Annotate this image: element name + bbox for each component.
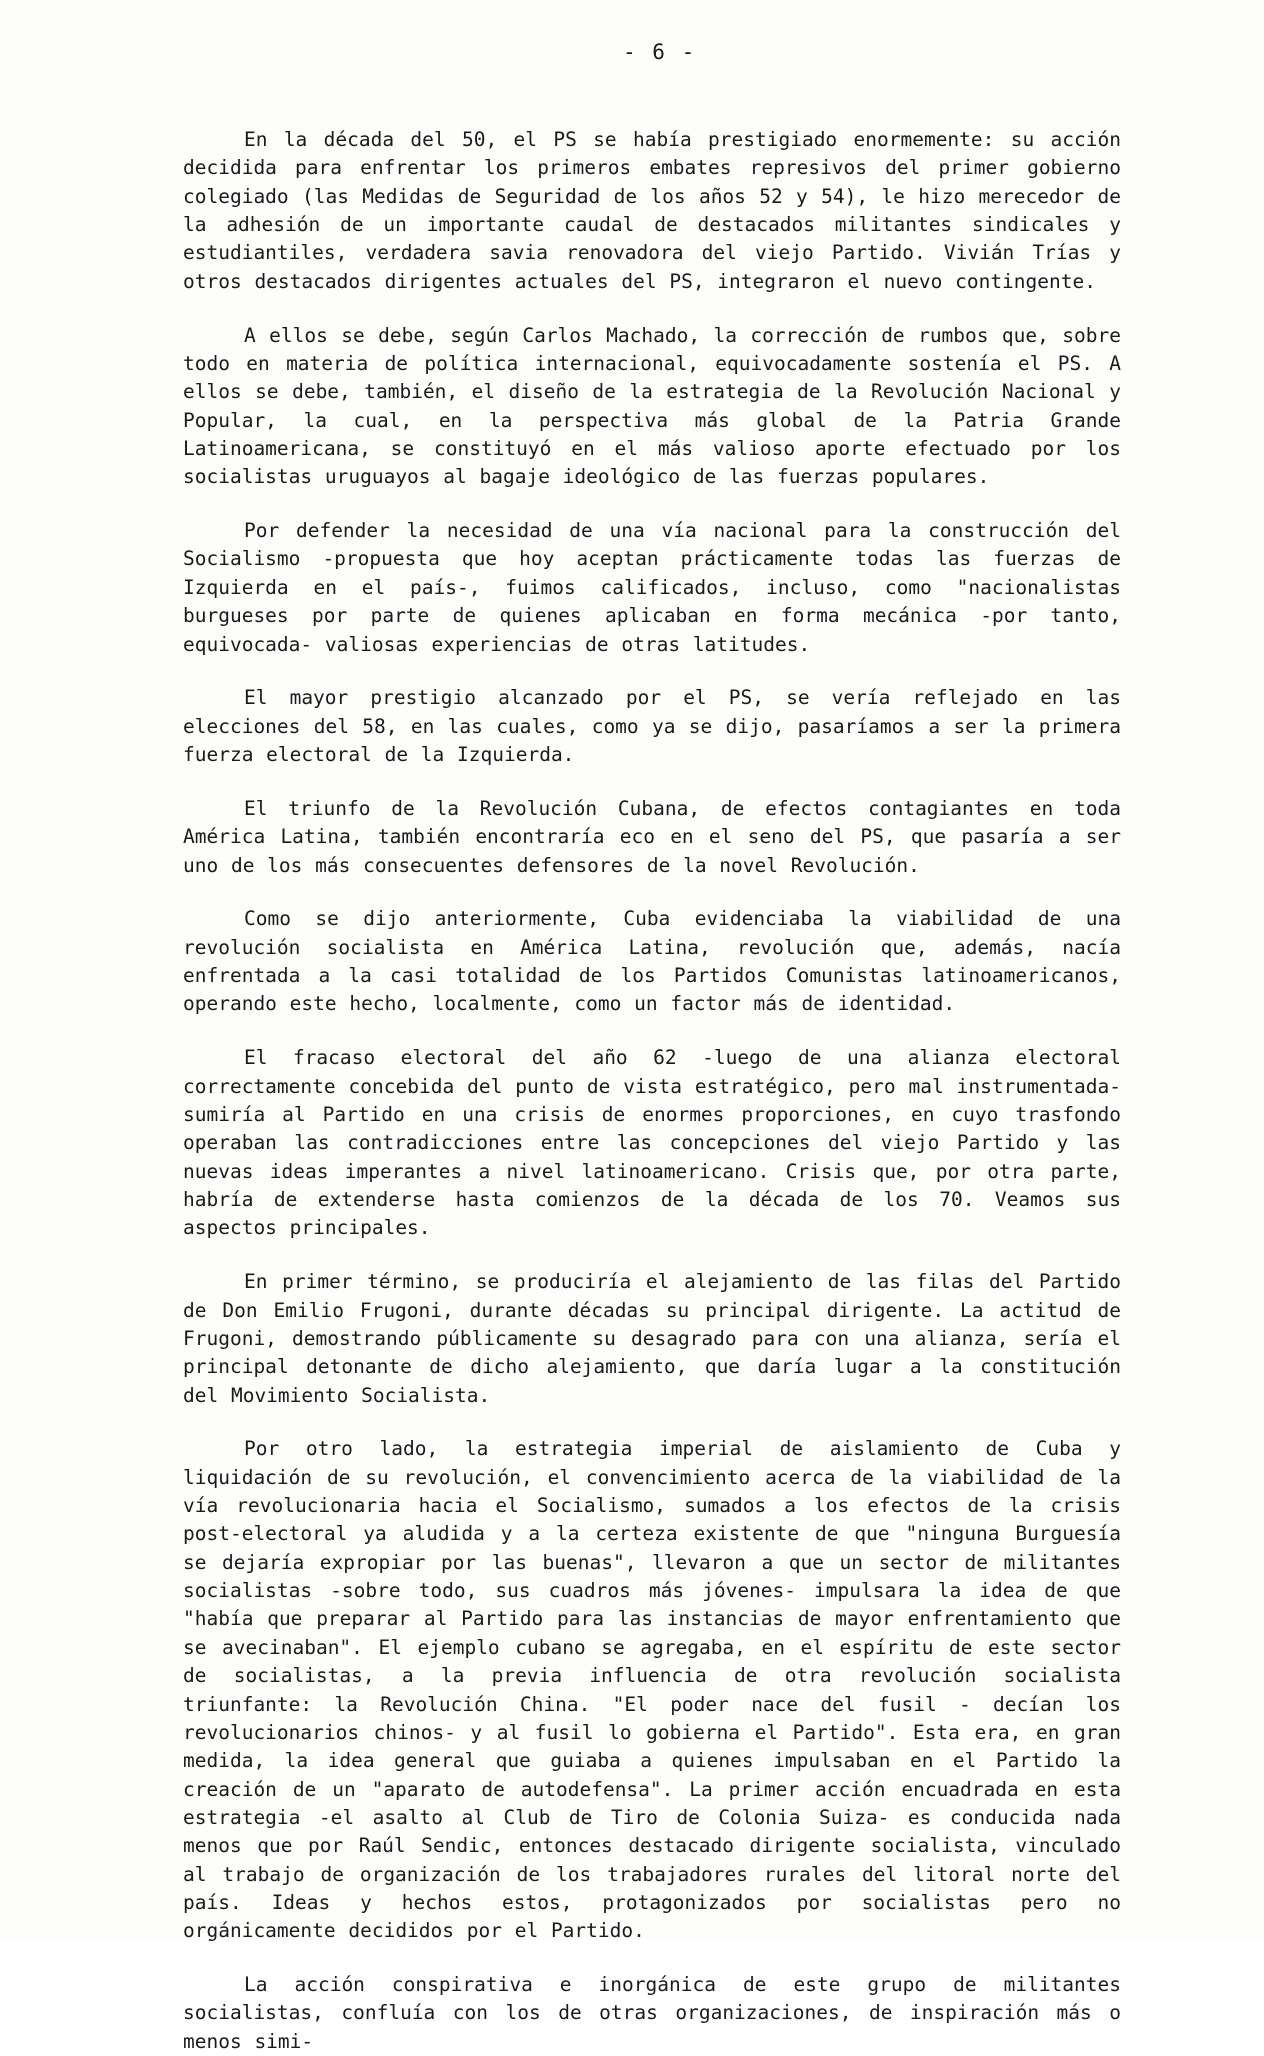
paragraph-3: Por defender la necesidad de una vía nacional para la construcción del Socialismo -propuesta que hoy aceptan prácticamente todas las fuerzas de Izquierda en el país-, fuimos calificados, incluso, como "nacionalistas burgueses por parte de quienes aplicaban en forma mecánica -por tanto, equivocada- valiosas experiencias de otras latitudes.: [183, 519, 1121, 656]
paragraph-4: El mayor prestigio alcanzado por el PS, se vería reflejado en las elecciones del 58, en las cuales, como ya se dijo, pasaríamos a ser la primera fuerza electoral de la Izquierda.: [183, 686, 1121, 767]
paragraph-5: El triunfo de la Revolución Cubana, de efectos contagiantes en toda América Latina, también encontraría eco en el seno del PS, que pasaría a ser uno de los más consecuentes defensores de la novel Revolución.: [183, 796, 1121, 877]
paragraph-10: La acción conspirativa e inorgánica de este grupo de militantes socialistas, confluía con los de otras organizaciones, de inspiración más o menos simi-: [183, 1973, 1121, 2053]
paragraph-9: Por otro lado, la estrategia imperial de aislamiento de Cuba y liquidación de su revolución, el convencimiento acerca de la viabilidad de la vía revolucionaria hacia el Socialismo, sumados a los efectos de la crisis post-electoral ya aludida y a la certeza existente de que "ninguna Burguesía se dejaría expropiar por las buenas", llevaron a que un sector de militantes socialistas -sobre todo, sus cuadros más jóvenes- impulsara la idea de que "había que preparar al Partido para las instancias de mayor enfrentamiento que se avecinaban". El ejemplo cubano se agregaba, en el espíritu de este sector de socialistas, a la previa influencia de otra revolución socialista triunfante: la Revolución China. "El poder nace del fusil - decían los revolucionarios chinos- y al fusil lo gobierna el Partido". Esta era, en gran medida, la idea general que guiaba a quienes impulsaban en el Partido la creación de un "aparato de autodefensa". La primer acción encuadrada en esta estrategia -el asalto al Club de Tiro de Colonia Suiza- es conducida nada menos que por Raúl Sendic, entonces destacado dirigente socialista, vinculado al trabajo de organización de los trabajadores rurales del litoral norte del país. Ideas y hechos estos, protagonizados por socialistas pero no orgánicamente decididos por el Partido.: [183, 1437, 1121, 1943]
paragraph-7: El fracaso electoral del año 62 -luego de una alianza electoral correctamente concebida del punto de vista estratégico, pero mal instrumentada- sumiría al Partido en una crisis de enormes proporciones, en cuyo trasfondo operaban las contradicciones entre las concepciones del viejo Partido y las nuevas ideas imperantes a nivel latinoamericano. Crisis que, por otra parte, habría de extenderse hasta comienzos de la década de los 70. Veamos sus aspectos principales.: [183, 1046, 1121, 1240]
paragraph-1: En la década del 50, el PS se había prestigiado enormemente: su acción decidida para enfrentar los primeros embates represivos del primer gobierno colegiado (las Medidas de Seguridad de los años 52 y 54), le hizo merecedor de la adhesión de un importante caudal de destacados militantes sindicales y estudiantiles, verdadera savia renovadora del viejo Partido. Vivián Trías y otros destacados dirigentes actuales del PS, integraron el nuevo contingente.: [183, 128, 1121, 293]
page-number: - 6 -: [623, 40, 697, 64]
document-body: [183, 126, 1121, 2056]
paragraph-8: En primer término, se produciría el alejamiento de las filas del Partido de Don Emilio Frugoni, durante décadas su principal dirigente. La actitud de Frugoni, demostrando públicamente su desagrado para con una alianza, sería el principal detonante de dicho alejamiento, que daría lugar a la constitución del Movimiento Socialista.: [183, 1270, 1121, 1407]
paragraph-2: A ellos se debe, según Carlos Machado, la corrección de rumbos que, sobre todo en materia de política internacional, equivocadamente sostenía el PS. A ellos se debe, también, el diseño de la estrategia de la Revolución Nacional y Popular, la cual, en la perspectiva más global de la Patria Grande Latinoamericana, se constituyó en el más valioso aporte efectuado por los socialistas uruguayos al bagaje ideológico de las fuerzas populares.: [183, 323, 1121, 489]
paragraph-6: Como se dijo anteriormente, Cuba evidenciaba la viabilidad de una revolución socialista en América Latina, revolución que, además, nacía enfrentada a la casi totalidad de los Partidos Comunistas latinoamericanos, operando este hecho, localmente, como un factor más de identidad.: [183, 907, 1121, 1016]
